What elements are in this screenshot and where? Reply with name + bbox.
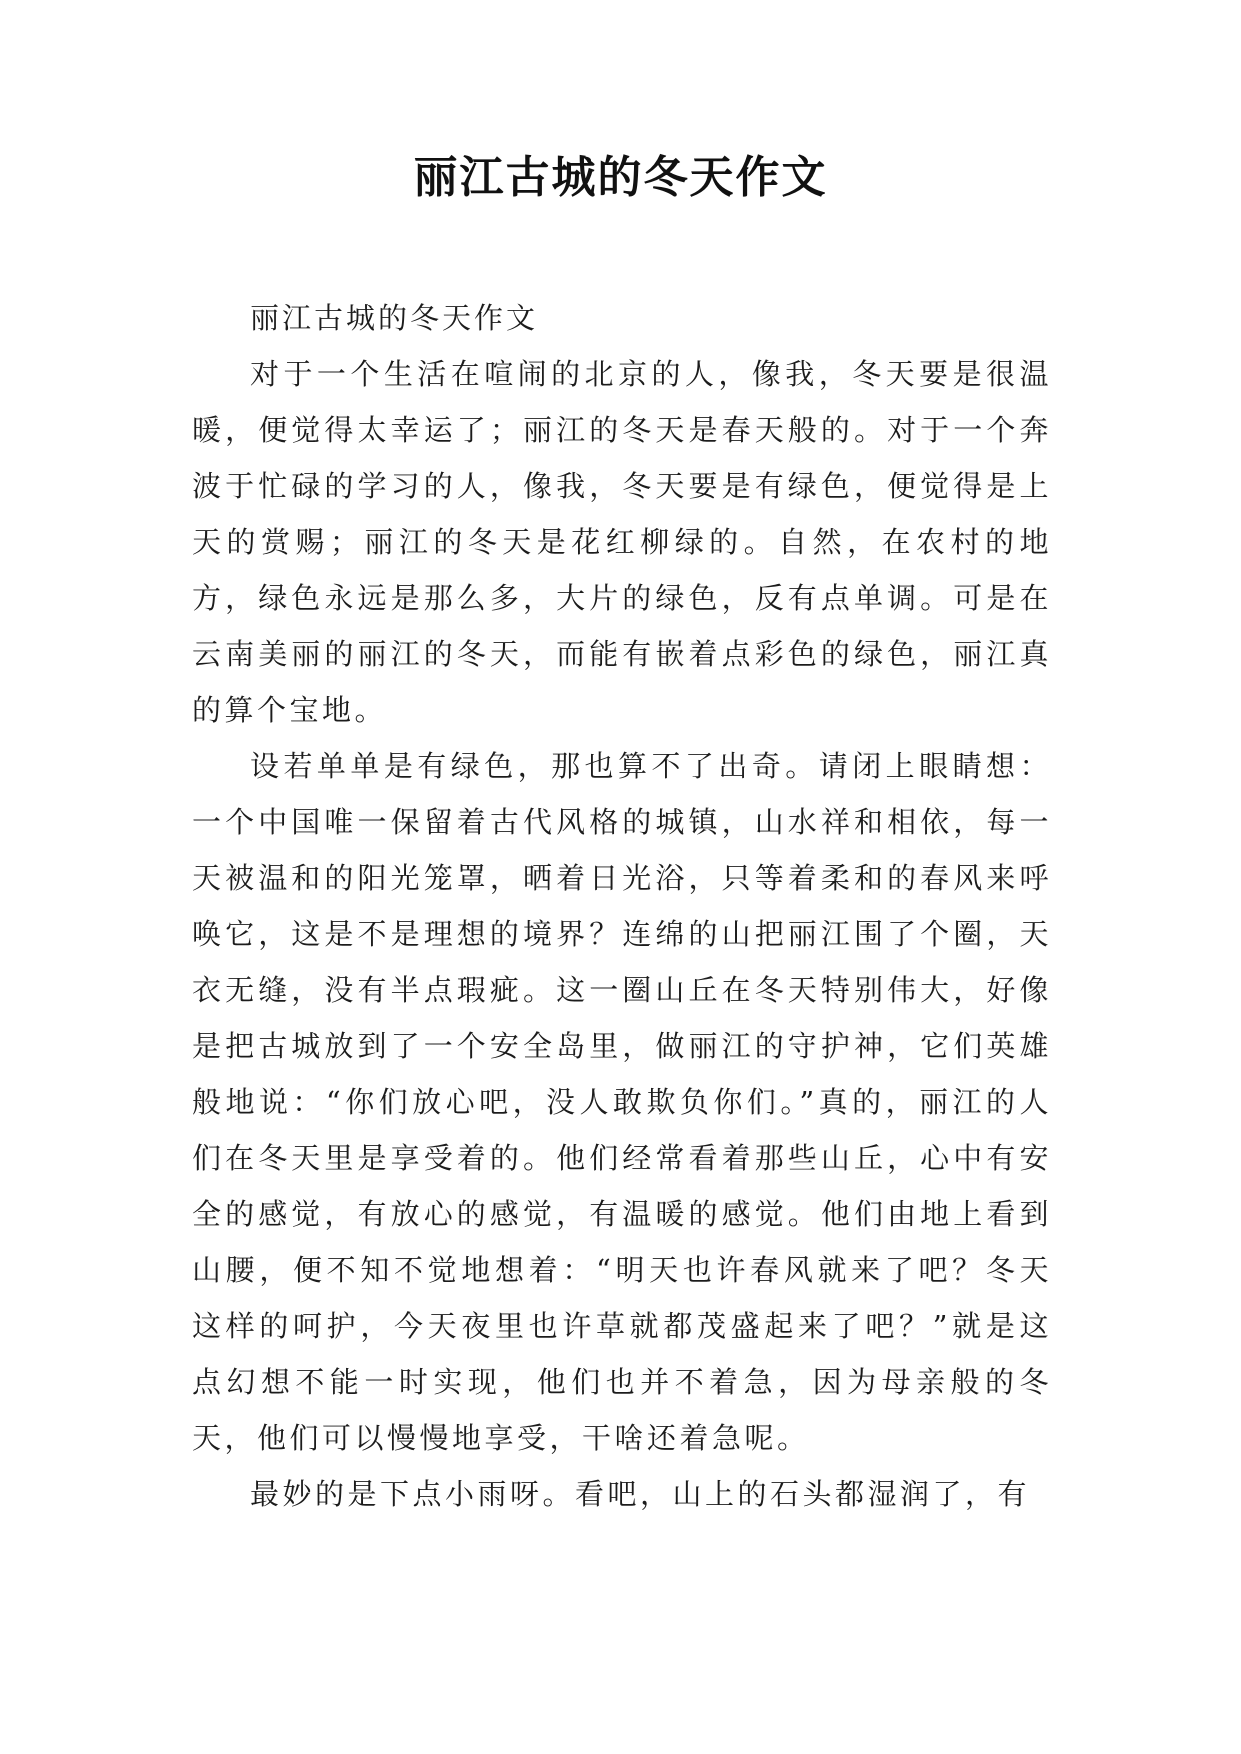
paragraph: 最妙的是下点小雨呀。看吧，山上的石头都湿润了，有 xyxy=(250,1477,1031,1511)
document-title: 丽江古城的冬天作文 xyxy=(413,152,828,203)
paragraph: 对于一个生活在喧闹的北京的人，像我，冬天要是很温暖，便觉得太幸运了；丽江的冬天是春天般的。对于一个奔波于忙碌的学习的人，像我，冬天要是有绿色，便觉得是上天的赏赐；丽江的冬天是花红柳绿的。自然，在农村的地方，绿色永远是那么多，大片的绿色，反有点单调。可是在云南美丽的丽江的冬天，而能有嵌着点彩色的绿色，丽江真的算个宝地。 xyxy=(192,357,1052,727)
paragraph: 设若单单是有绿色，那也算不了出奇。请闭上眼睛想：一个中国唯一保留着古代风格的城镇，山水祥和相依，每一天被温和的阳光笼罩，晒着日光浴，只等着柔和的春风来呼唤它，这是不是理想的境界？连绵的山把丽江围了个圈，天衣无缝，没有半点瑕疵。这一圈山丘在冬天特别伟大，好像是把古城放到了一个安全岛里，做丽江的守护神，它们英雄般地说：“你们放心吧，没人敢欺负你们。”真的，丽江的人们在冬天里是享受着的。他们经常看着那些山丘，心中有安全的感觉，有放心的感觉，有温暖的感觉。他们由地上看到山腰，便不知不觉地想着：“明天也许春风就来了吧？冬天这样的呵护，今天夜里也许草就都茂盛起来了吧？”就是这点幻想不能一时实现，他们也并不着急，因为母亲般的冬天，他们可以慢慢地享受，干啥还着急呢。 xyxy=(192,749,1052,1455)
document-body xyxy=(192,290,1052,1522)
paragraph-subtitle: 丽江古城的冬天作文 xyxy=(250,301,539,335)
